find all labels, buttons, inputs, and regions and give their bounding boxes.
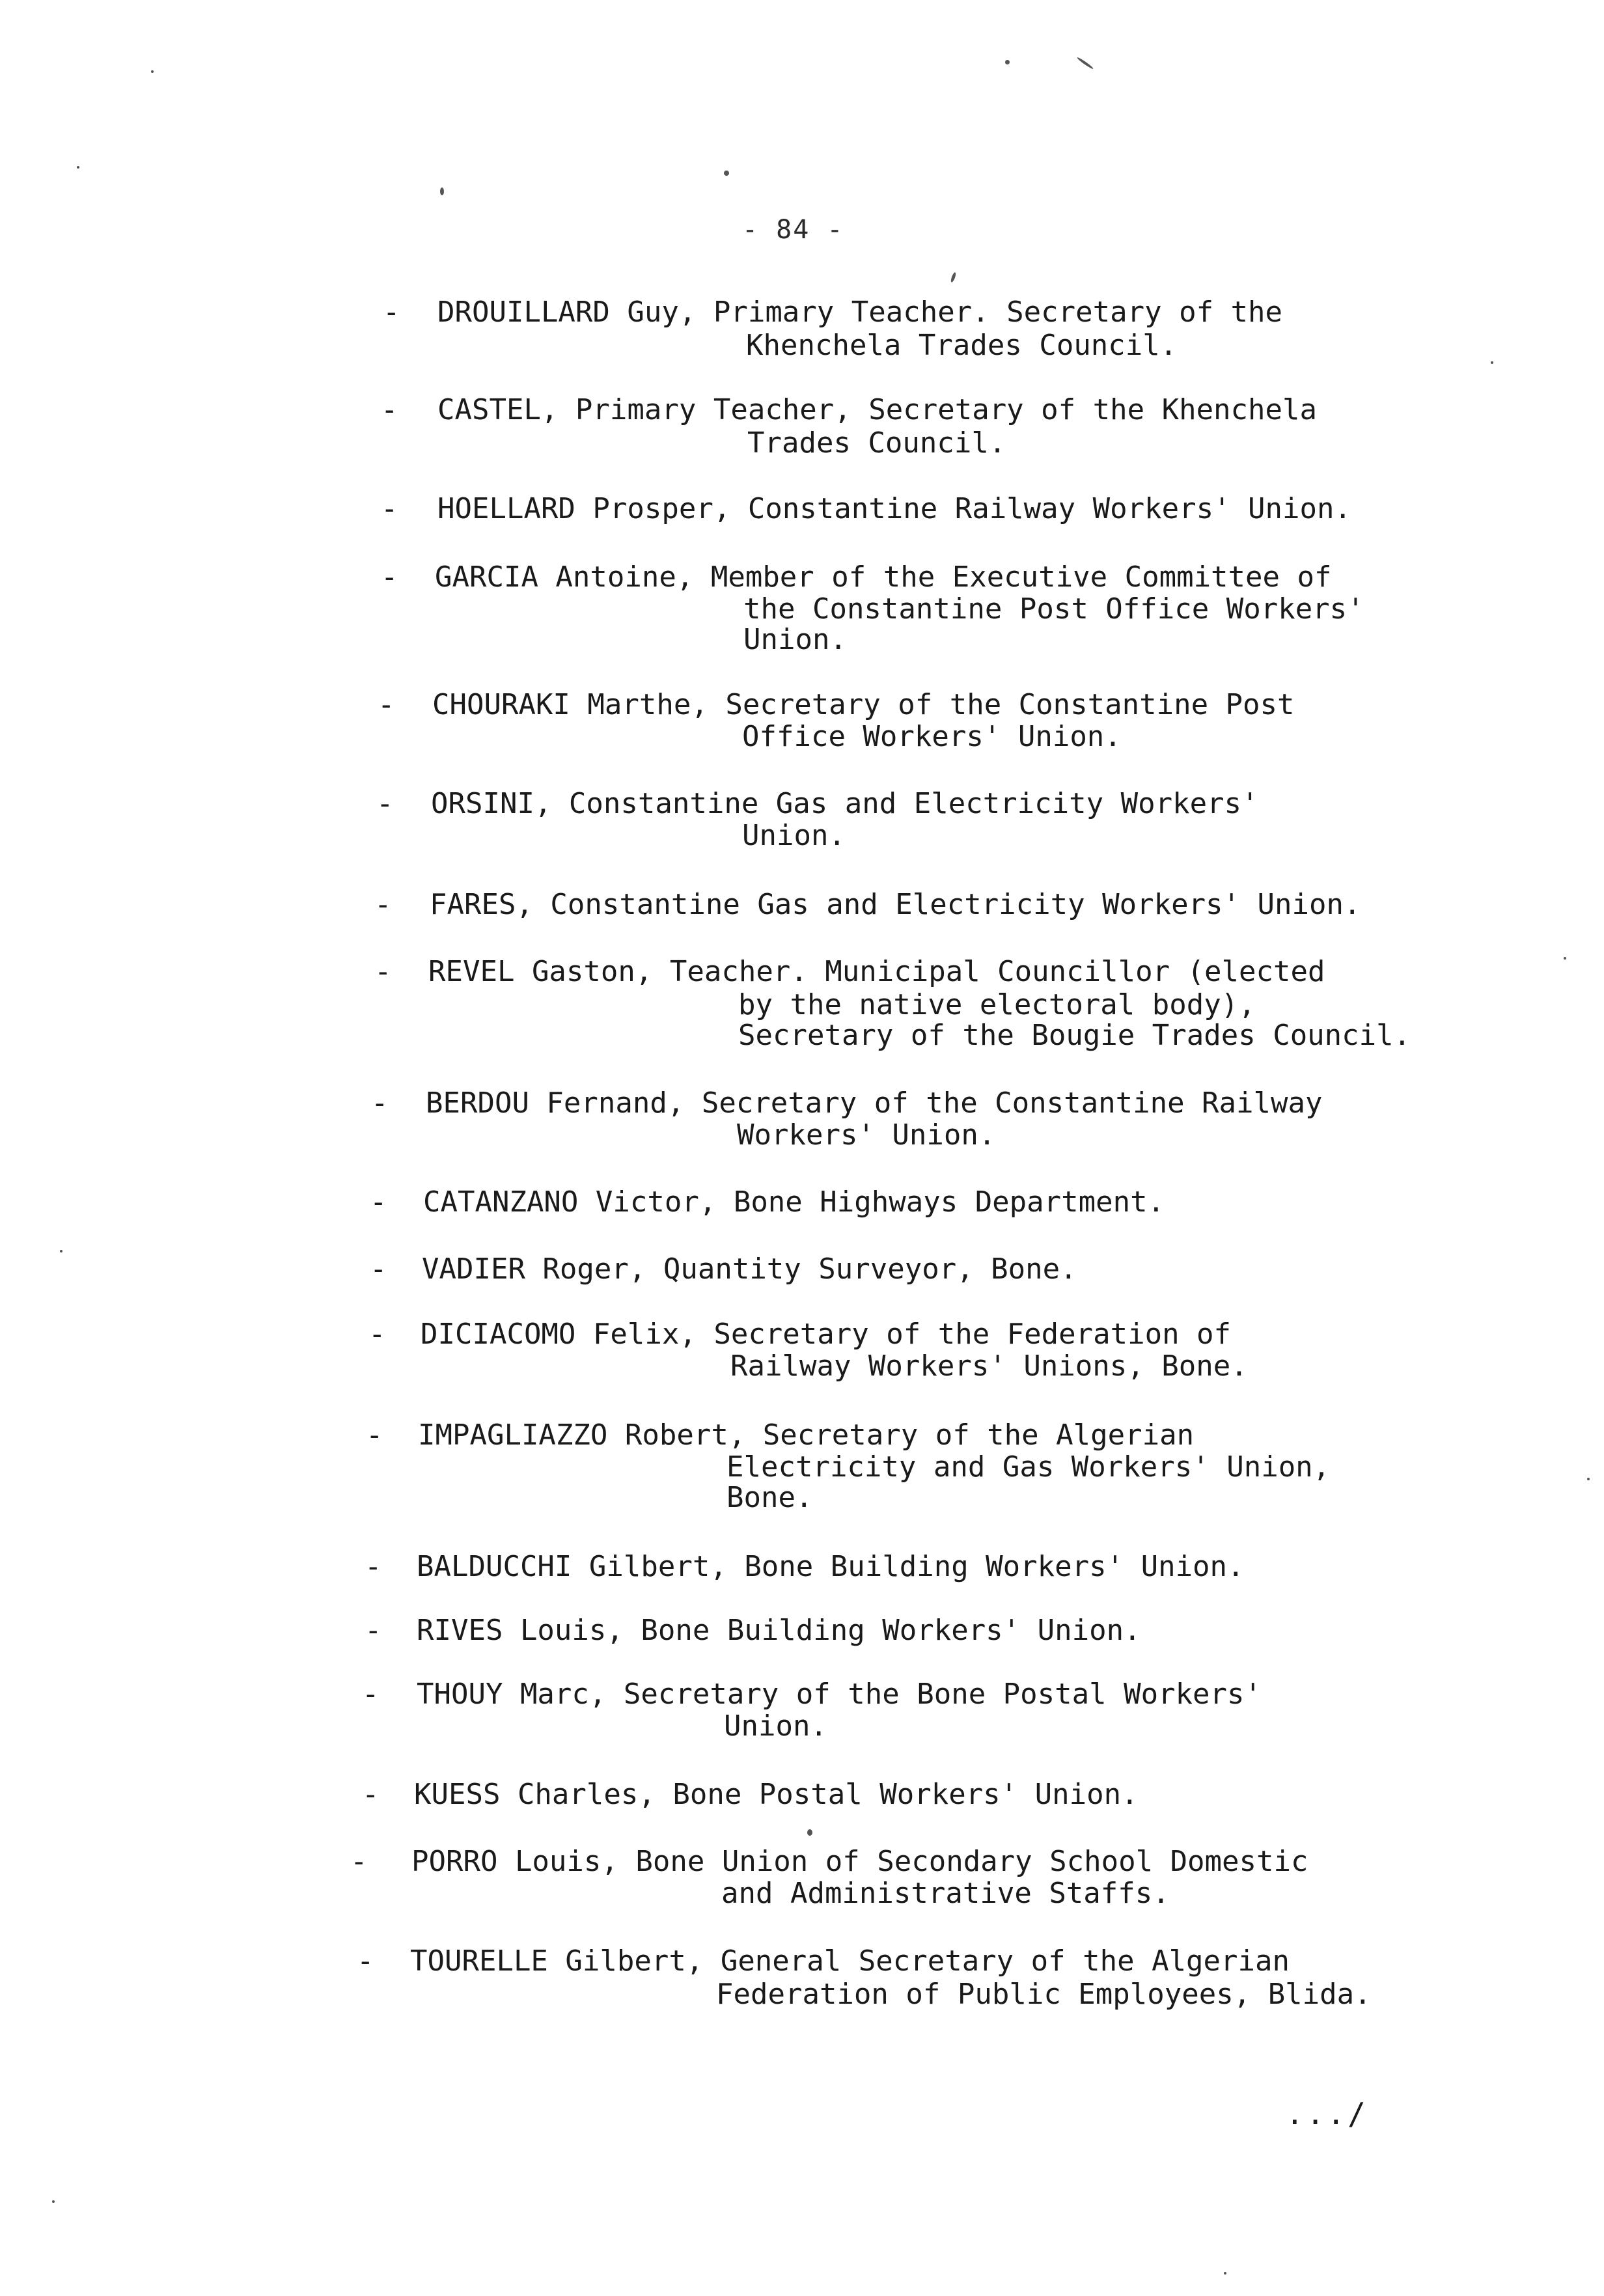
- entry-continuation: Trades Council.: [747, 426, 1006, 460]
- list-dash: -: [370, 1252, 387, 1286]
- entry-continuation: Union.: [742, 819, 846, 852]
- scan-speck: [724, 171, 729, 176]
- scan-speck: [1224, 2272, 1226, 2275]
- entry-head: BALDUCCHI Gilbert, Bone Building Workers' Union.: [417, 1550, 1245, 1583]
- entry-head: VADIER Roger, Quantity Surveyor, Bone.: [422, 1252, 1077, 1286]
- entry-head: HOELLARD Prosper, Constantine Railway Workers' Union.: [437, 492, 1351, 525]
- entry-continuation: Khenchela Trades Council.: [746, 329, 1178, 362]
- entry-head: DICIACOMO Felix, Secretary of the Federation of: [421, 1318, 1232, 1351]
- list-dash: -: [383, 296, 400, 329]
- list-dash: -: [381, 393, 398, 426]
- entry-continuation: the Constantine Post Office Workers' Union.: [743, 592, 1364, 656]
- list-dash: -: [374, 888, 392, 921]
- entry-head: RIVES Louis, Bone Building Workers' Union.: [417, 1614, 1141, 1647]
- list-dash: -: [376, 787, 394, 820]
- entry-head: FARES, Constantine Gas and Electricity Workers' Union.: [430, 888, 1361, 921]
- entry-head: GARCIA Antoine, Member of the Executive Committee of: [435, 560, 1332, 594]
- entry-head: BERDOU Fernand, Secretary of the Constantine Railway: [426, 1086, 1323, 1120]
- list-dash: -: [365, 1550, 382, 1583]
- scan-speck: [440, 187, 444, 195]
- entry-head: PORRO Louis, Bone Union of Secondary School Domestic: [411, 1845, 1308, 1878]
- entry-head: ORSINI, Constantine Gas and Electricity Workers': [431, 787, 1259, 820]
- list-dash: -: [365, 1614, 382, 1647]
- continuation-mark: .../: [1286, 2096, 1368, 2131]
- entry-continuation: Union.: [724, 1709, 827, 1743]
- entry-continuation: Office Workers' Union.: [742, 720, 1122, 753]
- scan-speck: [1491, 361, 1493, 364]
- list-dash: -: [378, 688, 395, 721]
- entry-head: CHOURAKI Marthe, Secretary of the Constantine Post: [432, 688, 1295, 721]
- scan-speck: [1564, 957, 1566, 960]
- list-dash: -: [357, 1944, 374, 1978]
- entry-head: CASTEL, Primary Teacher, Secretary of the Khenchela: [437, 393, 1318, 426]
- entry-continuation: and Administrative Staffs.: [721, 1877, 1170, 1910]
- entry-head: REVEL Gaston, Teacher. Municipal Councillor (elected: [428, 955, 1325, 988]
- entry-continuation: Railway Workers' Unions, Bone.: [730, 1349, 1248, 1383]
- list-dash: -: [362, 1678, 380, 1711]
- list-dash: -: [381, 492, 398, 525]
- entry-head: CATANZANO Victor, Bone Highways Department.: [423, 1185, 1165, 1219]
- scan-speck: [60, 1250, 62, 1252]
- entry-continuation: Federation of Public Employees, Blida.: [716, 1978, 1372, 2011]
- scan-speck: [1005, 60, 1010, 64]
- entry-continuation: by the native electoral body), Secretary of the Bougie Trades Council.: [738, 988, 1411, 1052]
- list-dash: -: [371, 1086, 389, 1120]
- scan-speck: [151, 70, 154, 73]
- entry-continuation: Electricity and Gas Workers' Union, Bone.: [726, 1450, 1331, 1514]
- list-dash: -: [362, 1778, 380, 1811]
- scan-speck: [950, 272, 956, 283]
- entry-head: TOURELLE Gilbert, General Secretary of the Algerian: [410, 1944, 1290, 1978]
- scan-speck: [1077, 57, 1094, 70]
- list-dash: -: [374, 955, 392, 988]
- entry-continuation: Workers' Union.: [737, 1118, 996, 1152]
- scan-speck: [1587, 1478, 1590, 1480]
- list-dash: -: [350, 1845, 368, 1878]
- list-dash: -: [381, 560, 398, 594]
- list-dash: -: [368, 1318, 386, 1351]
- entry-head: THOUY Marc, Secretary of the Bone Postal Workers': [417, 1678, 1262, 1711]
- entry-head: DROUILLARD Guy, Primary Teacher. Secretary of the: [437, 296, 1283, 329]
- list-dash: -: [366, 1418, 383, 1452]
- scan-speck: [807, 1829, 812, 1836]
- page-number: - 84 -: [742, 215, 844, 245]
- scan-speck: [77, 166, 79, 169]
- scan-speck: [52, 2200, 55, 2203]
- entry-head: KUESS Charles, Bone Postal Workers' Union.: [414, 1778, 1139, 1811]
- entry-head: IMPAGLIAZZO Robert, Secretary of the Algerian: [418, 1418, 1195, 1452]
- list-dash: -: [370, 1185, 387, 1219]
